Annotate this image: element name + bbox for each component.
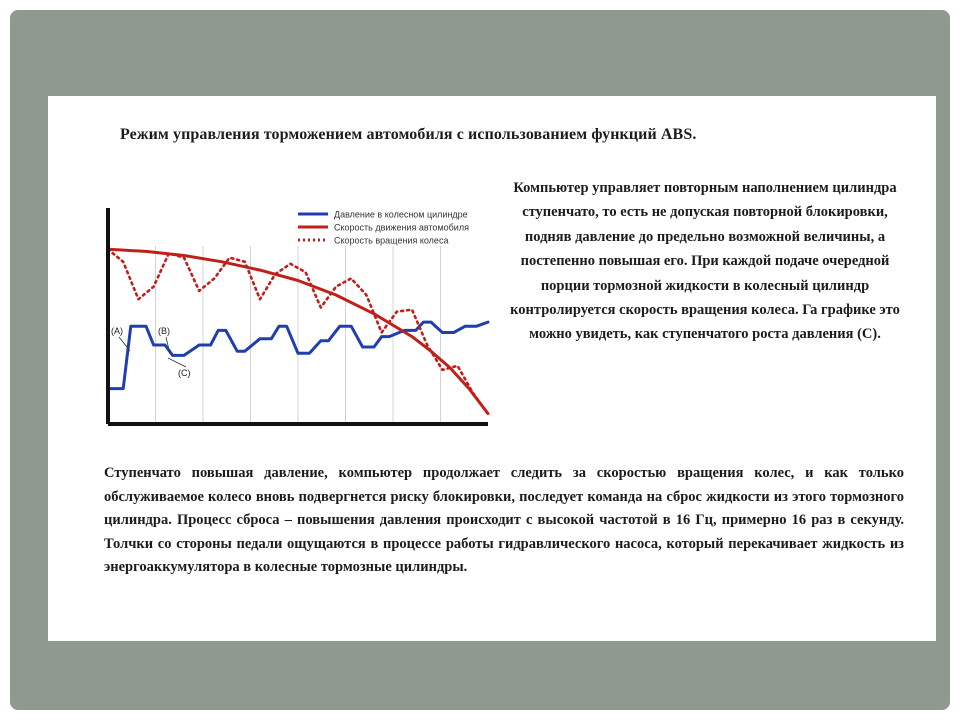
slide-frame: [10, 10, 950, 710]
chart-svg: [96, 196, 496, 446]
bottom-paragraph: Ступенчато повышая давление, компьютер продолжает следить за скоростью вращения колес, и как только обслуживаемое колесо вновь подвергнется риску блокировки, последует команда на сброс жидкости из этого тормозного цилиндра. Процесс сброса – повышения давления происходит с высокой частотой в 16 Гц, примерно 16 раз в секунду. Толчки со стороны педали ощущаются в процессе работы гидравлического насоса, который перекачивает жидкость из энергоаккумулятора в колесные тормозные цилиндры.: [104, 465, 904, 576]
side-paragraph: Компьютер управляет повторным наполнением цилиндра ступенчато, то есть не допуская повторной блокировки, подняв давление до предельно возможной величины, а постепенно повышая его. При каждой подаче очередной порции тормозной жидкости в колесный цилиндр контролируется скорость вращения колеса. Га графике это можно увидеть, как ступенчатого роста давления (С).: [510, 180, 900, 343]
annotation-label-3: (C): [178, 368, 191, 378]
content-card: [48, 96, 936, 641]
chart-legend: [298, 210, 469, 246]
legend-label-1: Давление в колесном цилиндре: [334, 209, 468, 220]
annotation-label-1: (A): [111, 326, 123, 336]
chart-annotations: [111, 326, 191, 378]
slide-title: Режим управления торможением автомобиля с использованием функций ABS.: [120, 126, 697, 143]
annotation-label-2: (B): [158, 326, 170, 336]
annotation-pointer-3: [168, 358, 186, 367]
legend-label-3: Скорость вращения колеса: [334, 235, 449, 246]
chart-grid: [156, 246, 441, 424]
abs-chart: [96, 196, 496, 446]
legend-label-2: Скорость движения автомобиля: [334, 222, 469, 233]
